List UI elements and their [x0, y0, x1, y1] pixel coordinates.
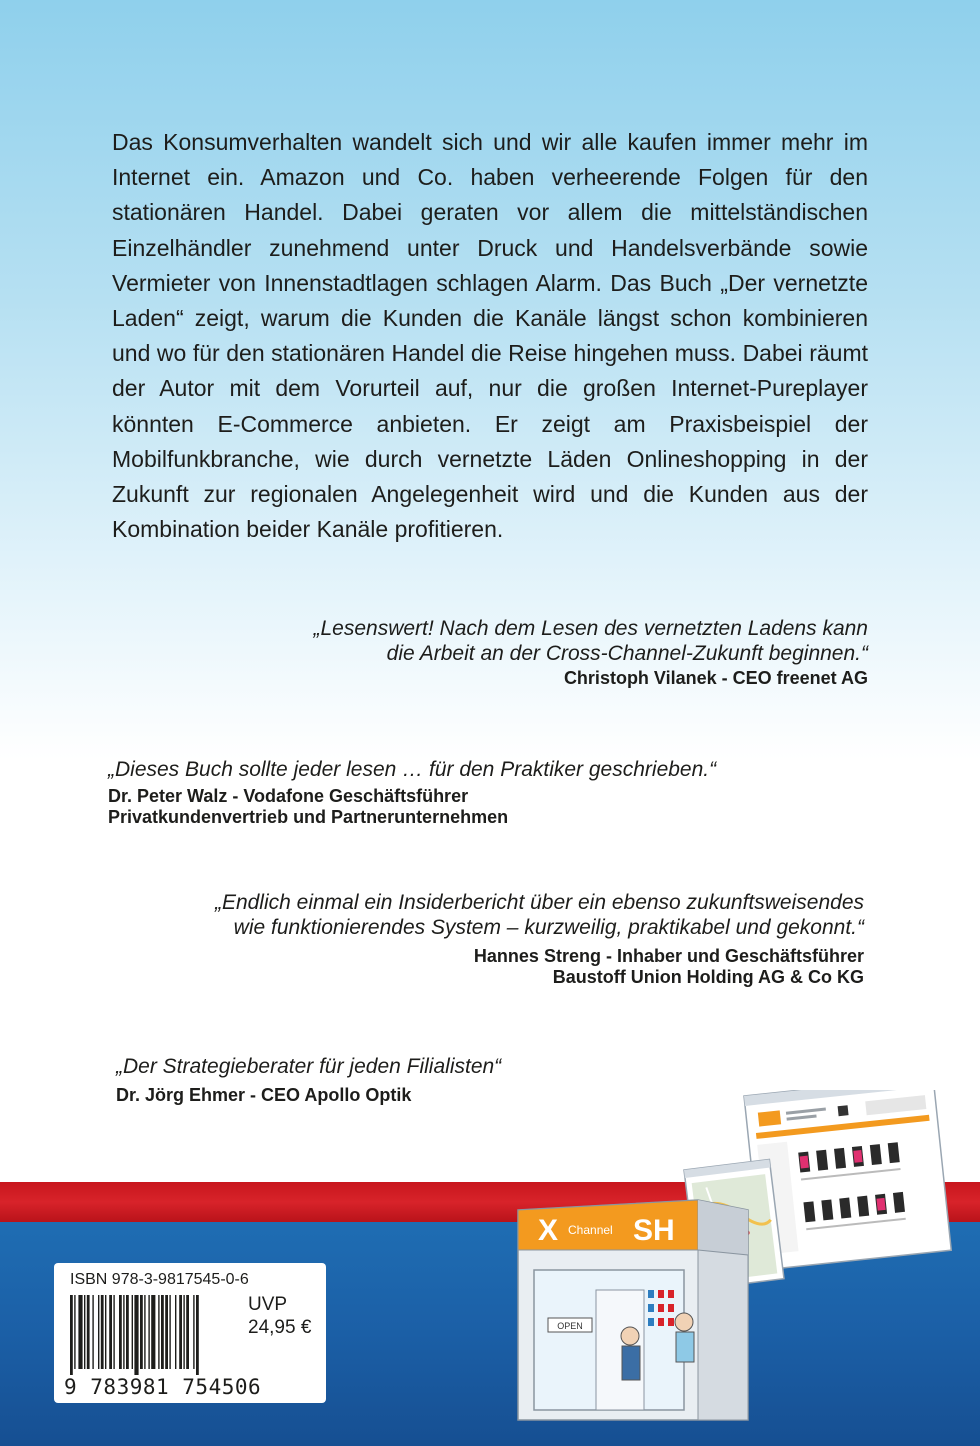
quote-text: „Der Strategieberater für jeden Filialisten“ — [116, 1055, 502, 1078]
quote-text: „Endlich einmal ein Insiderbericht über ein ebenso zukunftsweisendes — [214, 891, 864, 914]
barcode-bar — [169, 1295, 170, 1369]
barcode-bar — [109, 1295, 112, 1369]
quote-text: wie funktionierendes System – kurzweilig, praktikabel und gekonnt.“ — [233, 916, 864, 939]
barcode-label — [54, 1263, 326, 1403]
barcode-bar — [87, 1295, 90, 1369]
barcode-bar — [78, 1295, 82, 1369]
book-description: Das Konsumverhalten wandelt sich und wir alle kaufen immer mehr im Internet ein. Amazon und Co. haben verheerende Folgen für den stationären Handel. Dabei geraten vor allem die mittelständischen Einzelhändler zunehmend unter Druck und Handelsverbände sowie Vermieter von Innenstadtlagen schlagen Alarm. Das Buch „Der vernetzte Laden“ zeigt, warum die Kunden die Kanäle längst schon kombinieren und wo für den stationären Handel die Reise hingehen muss. Dabei räumt der Autor mit dem Vorurteil auf, nur die großen Internet-Pureplayer könnten E-Commerce anbieten. Er zeigt am Praxisbeispiel der Mobilfunkbranche, wie durch vernetzte Läden Onlineshopping in der Zukunft zur regionalen Angelegenheit wird und die Kunden aus der Kombination beider Kanäle profitieren. — [112, 129, 868, 543]
barcode-bar — [144, 1295, 145, 1369]
barcode-bar — [134, 1295, 138, 1375]
isbn-text: ISBN 978-3-9817545-0-6 — [70, 1271, 249, 1288]
barcode-bar — [140, 1295, 143, 1369]
quote-text: die Arbeit an der Cross-Channel-Zukunft beginnen.“ — [386, 642, 868, 665]
door-sign-text: OPEN — [557, 1321, 583, 1331]
quote-author: Christoph Vilanek - CEO freenet AG — [563, 668, 868, 688]
shop-sign-x: X — [538, 1214, 559, 1247]
barcode-number: 9 783981 754506 — [64, 1375, 262, 1399]
barcode-bar — [119, 1295, 122, 1369]
barcode-bar — [126, 1295, 129, 1369]
barcode-bar — [101, 1295, 104, 1369]
barcode-graphic — [70, 1295, 244, 1375]
quote-vilanek — [313, 616, 868, 689]
quote-author: Dr. Jörg Ehmer - CEO Apollo Optik — [116, 1085, 412, 1105]
price-value: 24,95 € — [248, 1317, 312, 1338]
barcode-bar — [158, 1295, 159, 1369]
barcode-bar — [196, 1295, 199, 1375]
barcode-bar — [74, 1295, 75, 1369]
barcode-bar — [148, 1295, 149, 1369]
quote-author: Dr. Peter Walz - Vodafone Geschäftsführer — [108, 786, 469, 806]
quote-author: Privatkundenvertrieb und Partnerunternehmen — [108, 807, 509, 827]
quote-text: „Dieses Buch sollte jeder lesen … für den Praktiker geschrieben.“ — [108, 758, 717, 781]
barcode-bar — [179, 1295, 182, 1369]
barcode-bar — [92, 1295, 93, 1369]
quote-text: „Lesenswert! Nach dem Lesen des vernetzten Ladens kann — [313, 617, 868, 640]
barcode-bar — [84, 1295, 85, 1369]
barcode-bar — [70, 1295, 73, 1375]
barcode-bar — [193, 1295, 194, 1369]
shop-sign-shop: SH — [633, 1214, 675, 1247]
price-block — [248, 1293, 311, 1339]
barcode-bar — [151, 1295, 155, 1369]
quote-ehmer — [116, 1054, 501, 1106]
uvp-label: UVP — [248, 1294, 288, 1315]
barcode-bar — [183, 1295, 184, 1369]
barcode-bar — [161, 1295, 164, 1369]
barcode-bar — [105, 1295, 106, 1369]
xchannel-shop-illustration — [488, 1090, 958, 1440]
quote-author: Baustoff Union Holding AG & Co KG — [552, 967, 864, 987]
barcode-bar — [98, 1295, 99, 1369]
barcode-bar — [175, 1295, 176, 1369]
barcode-bar — [123, 1295, 124, 1369]
quote-walz — [108, 757, 716, 828]
shop-building-image — [518, 1200, 748, 1420]
quote-author: Hannes Streng - Inhaber und Geschäftsführer — [473, 946, 864, 966]
barcode-bar — [186, 1295, 189, 1369]
quote-streng — [215, 890, 864, 988]
shop-sign-channel: Channel — [568, 1223, 613, 1237]
barcode-bar — [113, 1295, 114, 1369]
barcode-bar — [165, 1295, 168, 1369]
barcode-bar — [132, 1295, 133, 1369]
